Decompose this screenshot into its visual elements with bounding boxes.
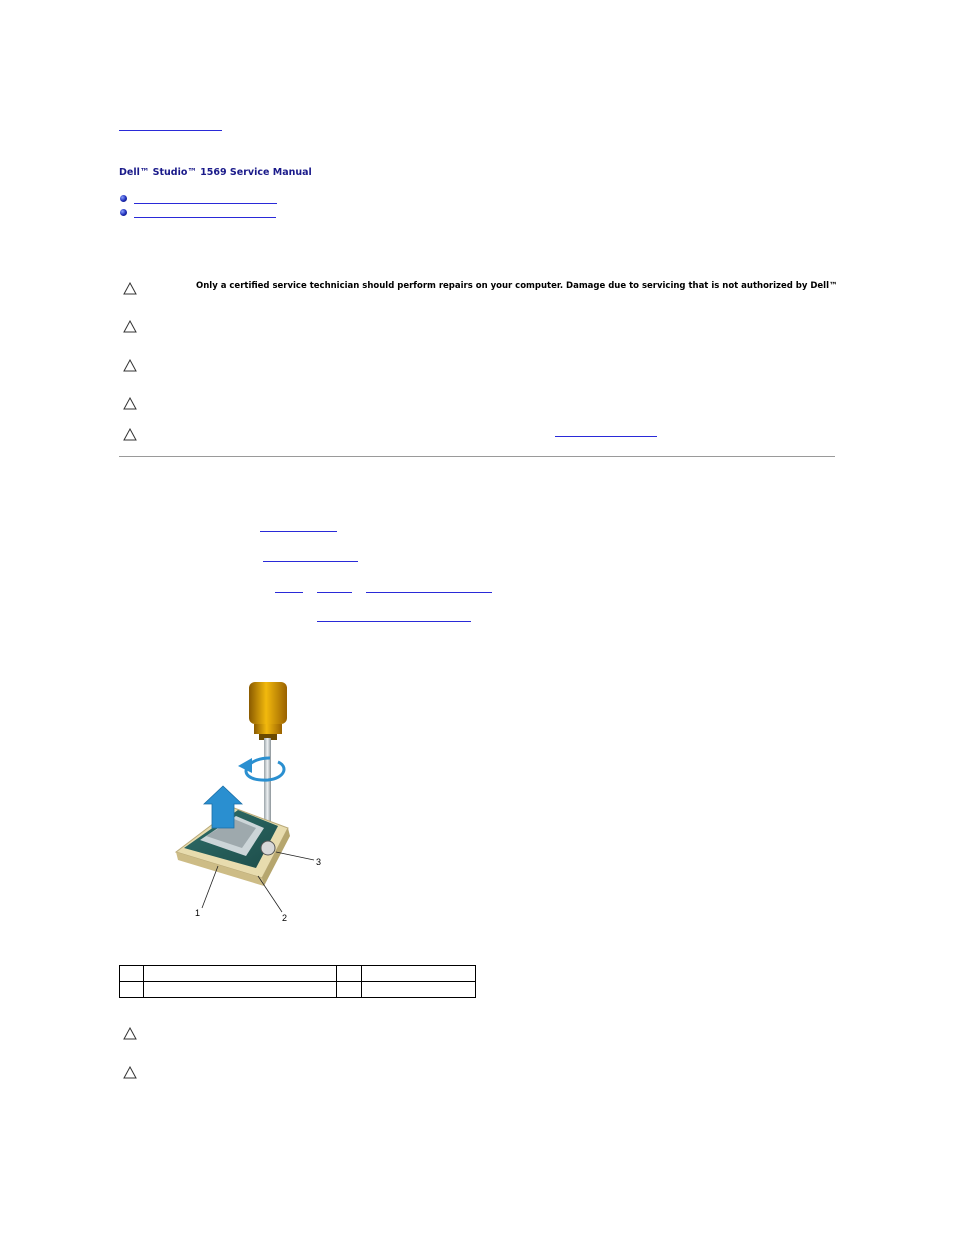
cam-screw [261, 841, 275, 855]
callout-3: 3 [316, 857, 322, 867]
procedure-link-1[interactable] [260, 531, 337, 532]
section-divider [119, 456, 835, 457]
table-cell [120, 966, 144, 982]
procedure-link-2[interactable] [263, 561, 358, 562]
caution-triangle-icon [123, 397, 137, 410]
table-cell [144, 966, 337, 982]
bullet-icon [120, 209, 127, 216]
safety-info-link[interactable] [555, 436, 657, 437]
caution-triangle-icon [123, 1027, 137, 1040]
caution-triangle-icon [123, 359, 137, 372]
callout-1: 1 [195, 908, 201, 918]
caution-triangle-icon [123, 282, 137, 295]
table-cell [337, 982, 362, 998]
procedure-link-4[interactable] [317, 621, 471, 622]
screwdriver-handle [249, 682, 287, 740]
caution-text: Only a certified service technician should perform repairs on your computer. Damage due to servicing that is not authorized by Dell™ [196, 281, 838, 291]
table-cell [120, 982, 144, 998]
section-link-removing[interactable] [134, 203, 277, 204]
table-cell [362, 966, 476, 982]
procedure-link-3a[interactable] [275, 592, 303, 593]
processor-removal-illustration [160, 680, 335, 925]
back-to-contents-link[interactable] [119, 130, 222, 131]
table-cell [144, 982, 337, 998]
callout-legend-table [119, 965, 476, 998]
table-row [120, 982, 476, 998]
caution-triangle-icon [123, 428, 137, 441]
callout-2: 2 [282, 913, 288, 923]
procedure-link-3c[interactable] [366, 592, 492, 593]
bullet-icon [120, 195, 127, 202]
table-cell [337, 966, 362, 982]
manual-title: Dell™ Studio™ 1569 Service Manual [119, 167, 312, 178]
caution-triangle-icon [123, 320, 137, 333]
procedure-link-3b[interactable] [317, 592, 352, 593]
table-row [120, 966, 476, 982]
table-cell [362, 982, 476, 998]
caution-triangle-icon [123, 1066, 137, 1079]
section-link-replacing[interactable] [134, 217, 276, 218]
